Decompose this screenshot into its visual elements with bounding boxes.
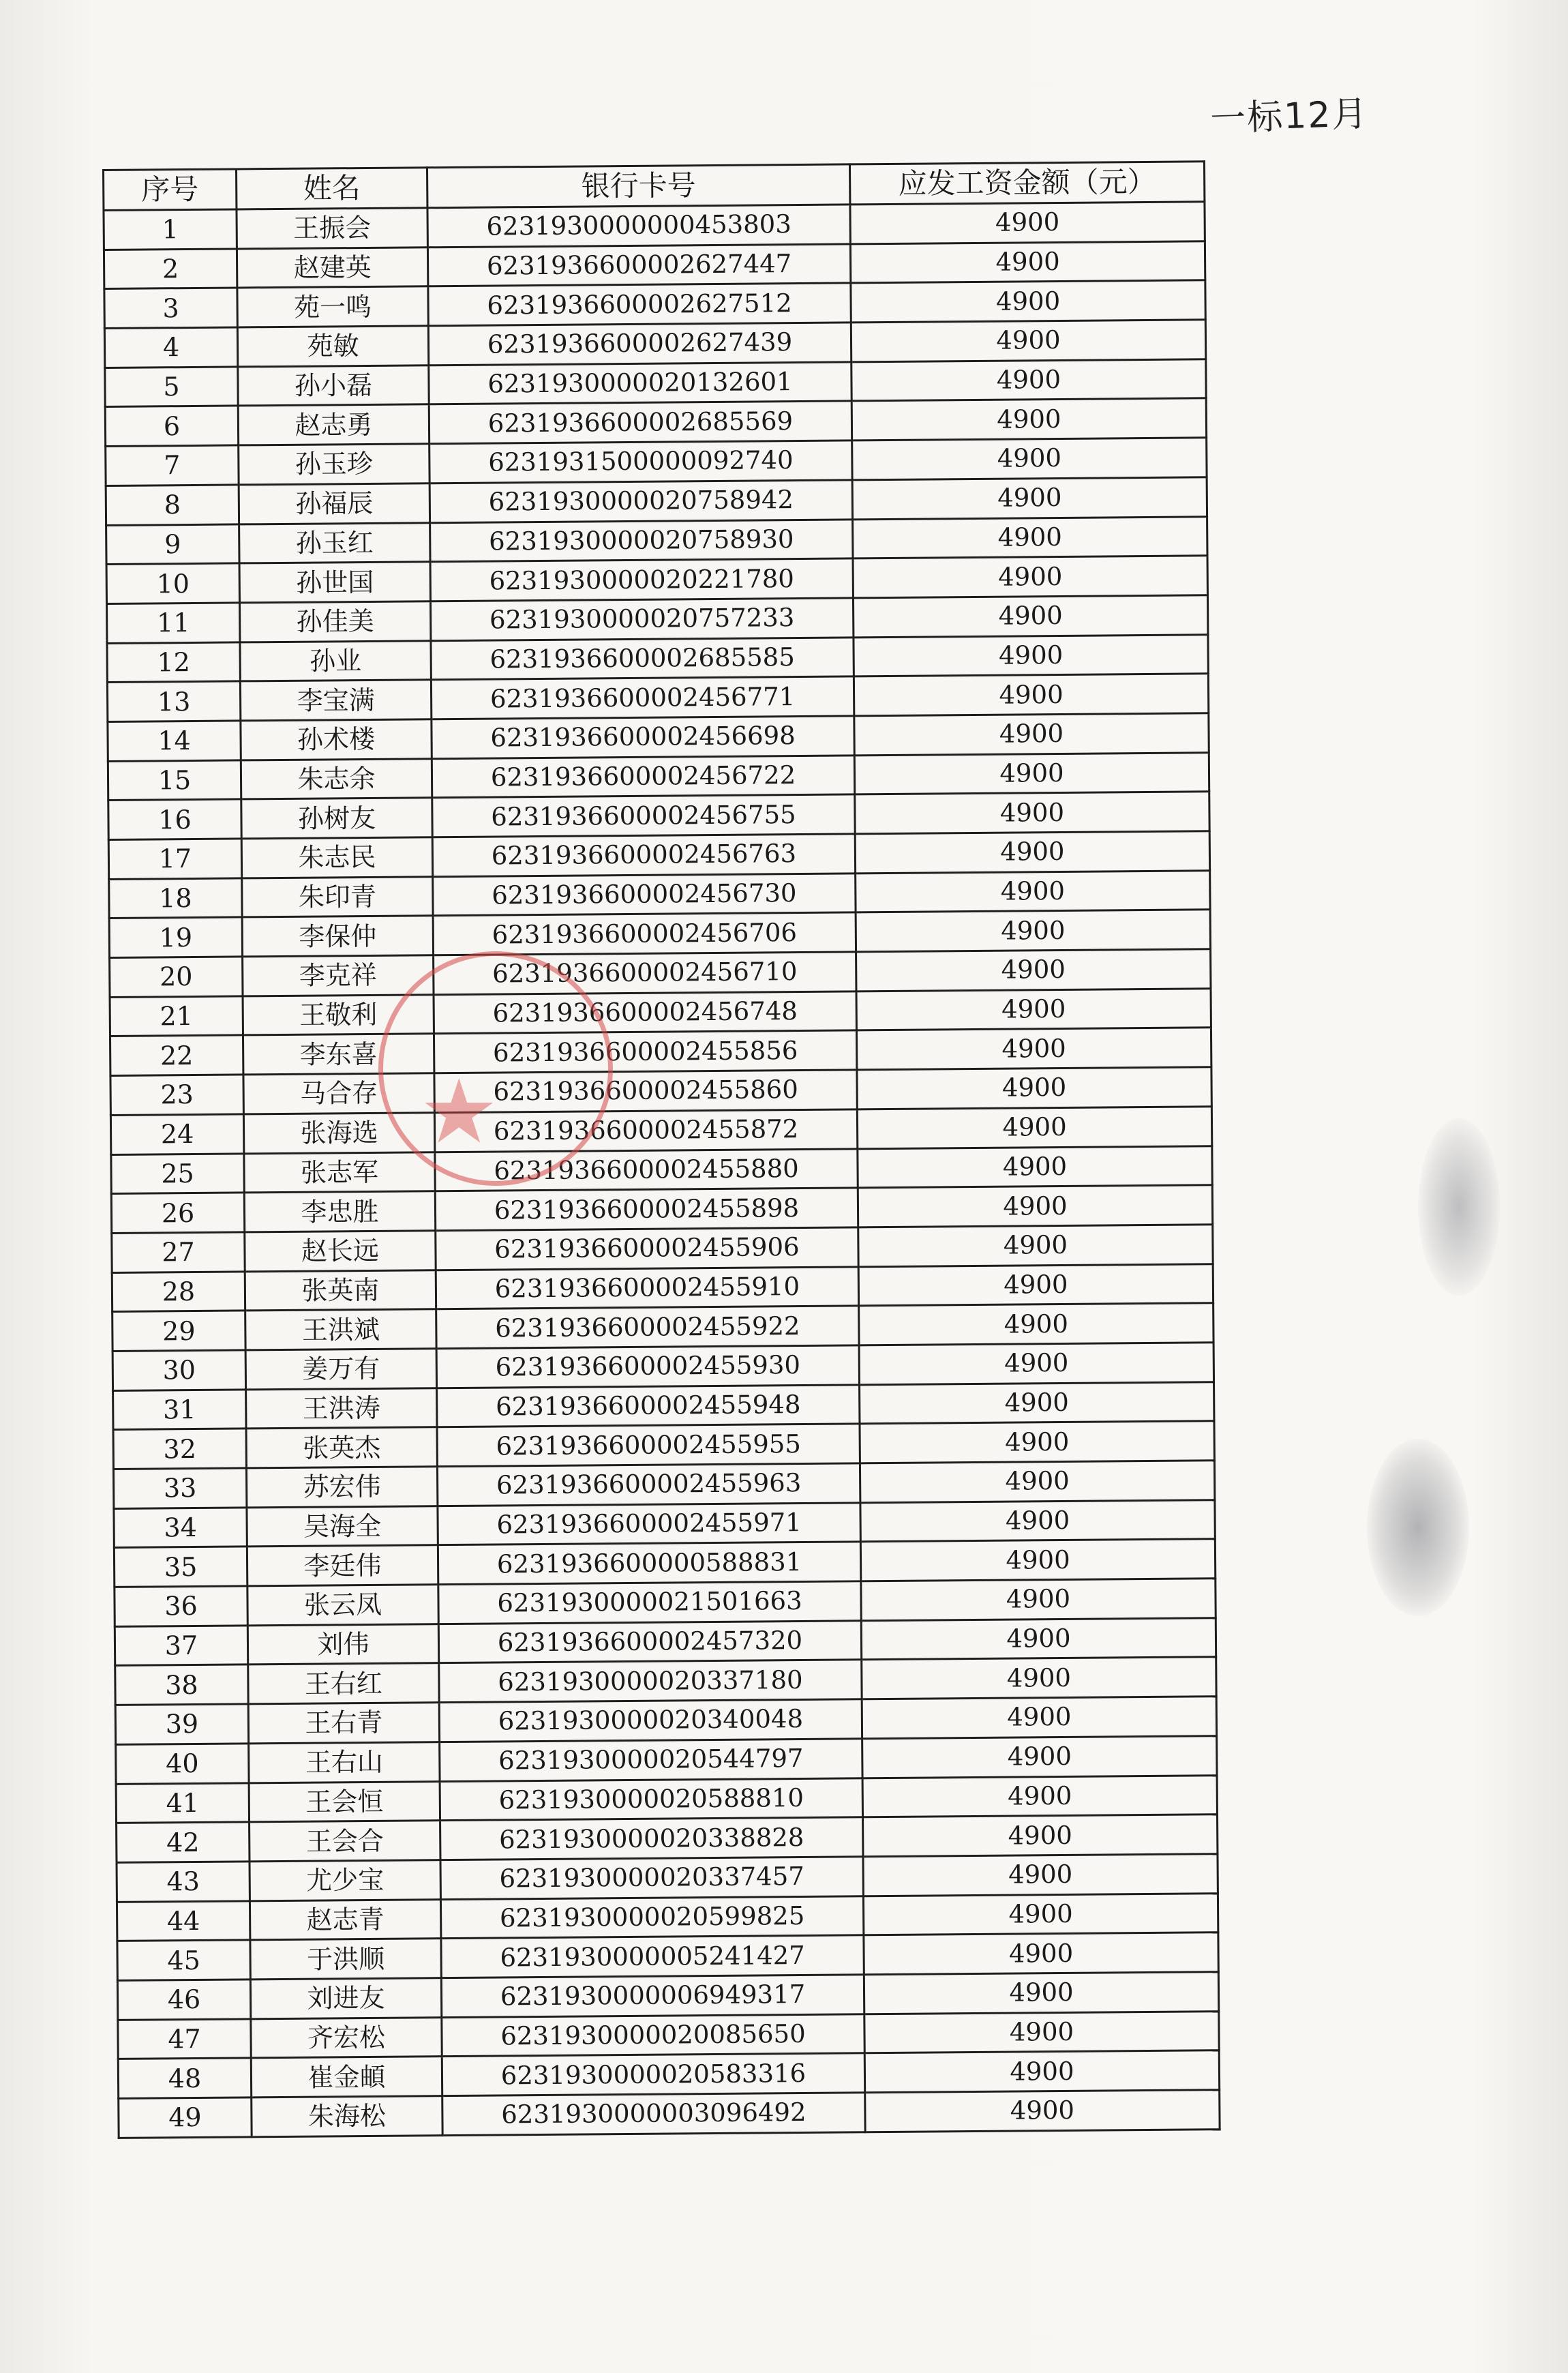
row-name: 赵志青 [250, 1899, 440, 1940]
row-card-number: 6231936600002455930 [436, 1345, 859, 1388]
row-index: 6 [105, 406, 238, 446]
row-index: 8 [106, 485, 239, 525]
row-name: 苑敏 [237, 326, 428, 367]
row-wage-amount: 4900 [863, 1854, 1218, 1896]
row-card-number: 6231936600002456763 [432, 834, 855, 877]
row-index: 39 [115, 1704, 248, 1744]
row-card-number: 6231936600002456698 [432, 716, 854, 759]
row-index: 36 [115, 1586, 247, 1626]
row-card-number: 6231930000020758942 [429, 480, 852, 523]
ink-smudge [1367, 1439, 1469, 1616]
row-name: 李克祥 [243, 955, 434, 996]
row-card-number: 6231936600002627447 [427, 244, 850, 287]
row-card-number: 6231930000006949317 [441, 1975, 864, 2018]
row-wage-amount: 4900 [860, 1382, 1214, 1424]
row-wage-amount: 4900 [853, 595, 1207, 638]
row-wage-amount: 4900 [851, 280, 1205, 323]
row-index: 1 [104, 209, 237, 250]
row-wage-amount: 4900 [851, 359, 1206, 402]
row-index: 27 [112, 1232, 245, 1272]
row-card-number: 6231936600002456748 [434, 991, 856, 1034]
row-index: 34 [114, 1508, 247, 1548]
row-index: 31 [113, 1390, 246, 1430]
row-index: 2 [104, 249, 237, 289]
row-name: 李忠胜 [244, 1191, 435, 1232]
row-name: 赵建英 [237, 247, 427, 288]
row-name: 王右青 [248, 1703, 439, 1744]
row-wage-amount: 4900 [856, 870, 1210, 912]
row-name: 刘进友 [250, 1978, 441, 2019]
row-card-number: 6231936600002455906 [436, 1227, 858, 1270]
row-card-number: 6231930000020337180 [439, 1660, 862, 1703]
row-wage-amount: 4900 [851, 320, 1205, 362]
table-row [119, 2090, 1220, 2138]
row-wage-amount: 4900 [861, 1579, 1216, 1621]
row-name: 王洪斌 [245, 1309, 436, 1350]
row-card-number: 6231930000020544797 [440, 1739, 862, 1782]
row-name: 张志军 [244, 1152, 435, 1193]
row-name: 李廷伟 [247, 1545, 438, 1586]
row-card-number: 6231936600002456706 [433, 912, 856, 955]
row-name: 王右山 [249, 1742, 440, 1782]
row-name: 孙世国 [239, 562, 430, 603]
row-index: 3 [104, 288, 237, 328]
row-card-number: 6231936600002685585 [431, 637, 854, 680]
row-card-number: 6231930000020340048 [439, 1699, 862, 1742]
seal-star-icon: ★ [419, 1060, 499, 1163]
row-wage-amount: 4900 [858, 1225, 1213, 1267]
table-body [104, 202, 1220, 2138]
row-name: 齐宏松 [251, 2017, 442, 2058]
row-card-number: 6231930000020221780 [430, 558, 853, 601]
row-name: 王右红 [248, 1663, 439, 1704]
row-card-number: 6231936600002455898 [435, 1188, 858, 1231]
row-card-number: 6231936600002685569 [429, 401, 851, 444]
row-wage-amount: 4900 [860, 1539, 1215, 1581]
row-card-number: 6231936600002455872 [434, 1109, 857, 1152]
row-card-number: 6231930000021501663 [438, 1581, 861, 1624]
row-wage-amount: 4900 [860, 1421, 1214, 1463]
row-name: 马合存 [243, 1073, 434, 1114]
row-name: 朱志民 [241, 837, 432, 878]
row-index: 24 [110, 1114, 243, 1154]
row-index: 11 [107, 603, 240, 643]
row-name: 尤少宝 [250, 1860, 440, 1901]
row-index: 18 [109, 878, 242, 919]
row-card-number: 6231936600002455922 [436, 1306, 859, 1349]
row-name: 王振会 [237, 208, 427, 249]
row-wage-amount: 4900 [853, 516, 1207, 558]
header-index: 序号 [104, 169, 237, 211]
row-card-number: 6231930000020757233 [430, 598, 853, 641]
row-wage-amount: 4900 [854, 674, 1208, 716]
row-index: 49 [119, 2098, 252, 2138]
row-name: 张云凤 [247, 1585, 438, 1626]
row-card-number: 6231936600002456755 [432, 794, 855, 837]
row-wage-amount: 4900 [856, 1028, 1211, 1070]
row-name: 孙玉红 [239, 522, 430, 563]
row-index: 33 [113, 1468, 246, 1508]
row-name: 孙树友 [241, 798, 432, 839]
row-name: 王会恒 [249, 1781, 440, 1822]
row-card-number: 6231931500000092740 [429, 441, 852, 483]
row-name: 姜万有 [245, 1349, 436, 1390]
row-name: 王会合 [250, 1821, 440, 1862]
row-wage-amount: 4900 [862, 1775, 1217, 1817]
handwritten-note: 一标12月 [1209, 93, 1370, 140]
header-wage-amount: 应发工资金额（元） [849, 162, 1204, 205]
row-index: 29 [112, 1311, 245, 1351]
row-card-number: 6231930000020085650 [442, 2014, 864, 2057]
row-wage-amount: 4900 [864, 1972, 1218, 2014]
row-card-number: 6231936600002457320 [438, 1621, 861, 1664]
row-index: 45 [117, 1940, 250, 1980]
row-index: 48 [118, 2058, 251, 2098]
row-wage-amount: 4900 [856, 910, 1210, 952]
row-wage-amount: 4900 [856, 949, 1211, 991]
row-wage-amount: 4900 [860, 1461, 1214, 1503]
row-wage-amount: 4900 [855, 792, 1209, 834]
row-wage-amount: 4900 [852, 477, 1207, 520]
row-index: 9 [106, 524, 239, 564]
row-name: 孙小磊 [238, 365, 429, 406]
row-name: 于洪顺 [250, 1939, 441, 1980]
row-index: 16 [108, 799, 241, 839]
row-name: 吴海全 [247, 1506, 438, 1547]
row-index: 40 [116, 1744, 249, 1784]
row-index: 44 [117, 1900, 250, 1941]
row-wage-amount: 4900 [850, 241, 1205, 283]
row-wage-amount: 4900 [854, 634, 1208, 676]
payroll-table-container [102, 160, 1219, 2138]
row-index: 17 [108, 839, 241, 879]
header-name: 姓名 [237, 168, 427, 209]
row-wage-amount: 4900 [862, 1697, 1216, 1739]
row-name: 孙福辰 [239, 483, 429, 524]
row-name: 王敬利 [243, 994, 434, 1035]
row-index: 10 [106, 563, 239, 603]
row-wage-amount: 4900 [861, 1617, 1216, 1660]
row-index: 21 [110, 996, 243, 1036]
row-name: 李东喜 [243, 1034, 434, 1075]
row-index: 5 [105, 367, 238, 407]
row-wage-amount: 4900 [858, 1264, 1213, 1306]
row-wage-amount: 4900 [858, 1146, 1212, 1188]
row-wage-amount: 4900 [864, 2011, 1219, 2053]
row-name: 孙术楼 [241, 719, 432, 760]
row-wage-amount: 4900 [856, 989, 1211, 1031]
row-index: 38 [115, 1665, 248, 1705]
row-card-number: 6231936600002455910 [436, 1266, 858, 1309]
row-card-number: 6231936600002455856 [434, 1030, 856, 1073]
ink-smudge [1418, 1118, 1500, 1296]
row-card-number: 6231930000005241427 [441, 1935, 864, 1978]
row-name: 李宝满 [240, 680, 431, 721]
row-card-number: 6231930000020583316 [442, 2053, 864, 2096]
row-index: 47 [118, 2018, 251, 2059]
row-index: 46 [117, 1980, 250, 2020]
row-card-number: 6231936600002456722 [432, 755, 854, 798]
row-card-number: 6231936600002455948 [437, 1384, 860, 1427]
row-wage-amount: 4900 [850, 202, 1205, 244]
row-name: 赵志勇 [238, 404, 429, 445]
row-index: 19 [109, 917, 242, 957]
row-wage-amount: 4900 [855, 831, 1209, 874]
row-name: 张英南 [245, 1270, 436, 1311]
row-name: 赵长远 [245, 1231, 436, 1272]
row-wage-amount: 4900 [865, 2090, 1220, 2132]
row-index: 15 [108, 760, 241, 801]
row-wage-amount: 4900 [857, 1107, 1211, 1149]
row-card-number: 6231930000020599825 [440, 1896, 863, 1939]
row-card-number: 6231936600002627512 [428, 283, 851, 326]
row-wage-amount: 4900 [858, 1185, 1212, 1227]
row-name: 孙玉珍 [239, 444, 429, 485]
row-card-number: 6231930000020758930 [430, 519, 853, 562]
row-wage-amount: 4900 [864, 2050, 1219, 2093]
row-index: 37 [115, 1626, 247, 1666]
row-name: 朱印青 [242, 876, 433, 917]
row-wage-amount: 4900 [860, 1499, 1215, 1542]
row-wage-amount: 4900 [851, 398, 1206, 441]
row-name: 王洪涛 [246, 1388, 437, 1429]
row-index: 43 [117, 1862, 250, 1902]
row-card-number: 6231936600002455860 [434, 1070, 857, 1113]
row-index: 23 [110, 1075, 243, 1115]
row-wage-amount: 4900 [863, 1815, 1218, 1857]
row-wage-amount: 4900 [862, 1736, 1217, 1778]
row-card-number: 6231930000020588810 [440, 1778, 862, 1821]
row-wage-amount: 4900 [854, 713, 1209, 756]
row-card-number: 6231930000020132601 [429, 362, 851, 405]
row-card-number: 6231936600000588831 [438, 1542, 860, 1585]
row-name: 孙佳美 [239, 601, 430, 642]
row-name: 苏宏伟 [246, 1467, 437, 1508]
row-index: 14 [108, 721, 241, 761]
row-card-number: 6231930000000453803 [427, 205, 850, 248]
row-index: 25 [111, 1153, 244, 1193]
row-wage-amount: 4900 [859, 1343, 1213, 1385]
row-name: 张海选 [243, 1113, 434, 1154]
row-name: 孙业 [240, 640, 431, 681]
row-wage-amount: 4900 [852, 438, 1207, 480]
row-name: 崔金頔 [251, 2057, 442, 2098]
row-index: 7 [106, 445, 239, 486]
row-name: 刘伟 [247, 1624, 438, 1665]
row-wage-amount: 4900 [862, 1657, 1216, 1699]
row-card-number: 6231936600002455963 [437, 1463, 860, 1506]
row-index: 20 [110, 957, 243, 997]
row-name: 朱海松 [252, 2096, 442, 2137]
row-index: 28 [112, 1271, 245, 1311]
row-index: 22 [110, 1035, 243, 1075]
payroll-table [102, 160, 1221, 2138]
row-name: 张英杰 [246, 1427, 437, 1468]
row-index: 12 [107, 642, 240, 682]
row-wage-amount: 4900 [863, 1893, 1218, 1935]
row-card-number: 6231930000020337457 [440, 1857, 863, 1900]
row-index: 32 [113, 1429, 246, 1469]
row-index: 30 [112, 1350, 245, 1390]
row-card-number: 6231930000020338828 [440, 1817, 863, 1860]
row-card-number: 6231936600002456710 [434, 952, 856, 995]
row-wage-amount: 4900 [857, 1067, 1211, 1109]
row-card-number: 6231936600002455971 [438, 1503, 860, 1546]
row-card-number: 6231936600002627439 [428, 323, 851, 365]
row-name: 李保仲 [242, 916, 433, 957]
row-wage-amount: 4900 [859, 1303, 1213, 1345]
row-name: 朱志余 [241, 758, 432, 799]
row-card-number: 6231936600002455880 [435, 1148, 858, 1191]
row-index: 26 [111, 1193, 244, 1233]
row-index: 4 [104, 327, 237, 368]
row-card-number: 6231936600002455955 [437, 1424, 860, 1467]
row-index: 13 [107, 681, 240, 721]
row-card-number: 6231930000003096492 [442, 2093, 865, 2136]
row-index: 42 [117, 1822, 250, 1862]
row-index: 35 [114, 1547, 247, 1587]
row-index: 41 [116, 1782, 249, 1823]
row-wage-amount: 4900 [853, 556, 1207, 598]
header-card-number: 银行卡号 [427, 164, 849, 208]
row-card-number: 6231936600002456771 [431, 676, 854, 719]
row-wage-amount: 4900 [854, 752, 1209, 794]
row-name: 苑一鸣 [237, 286, 428, 327]
row-wage-amount: 4900 [864, 1932, 1218, 1975]
row-card-number: 6231936600002456730 [433, 874, 856, 916]
